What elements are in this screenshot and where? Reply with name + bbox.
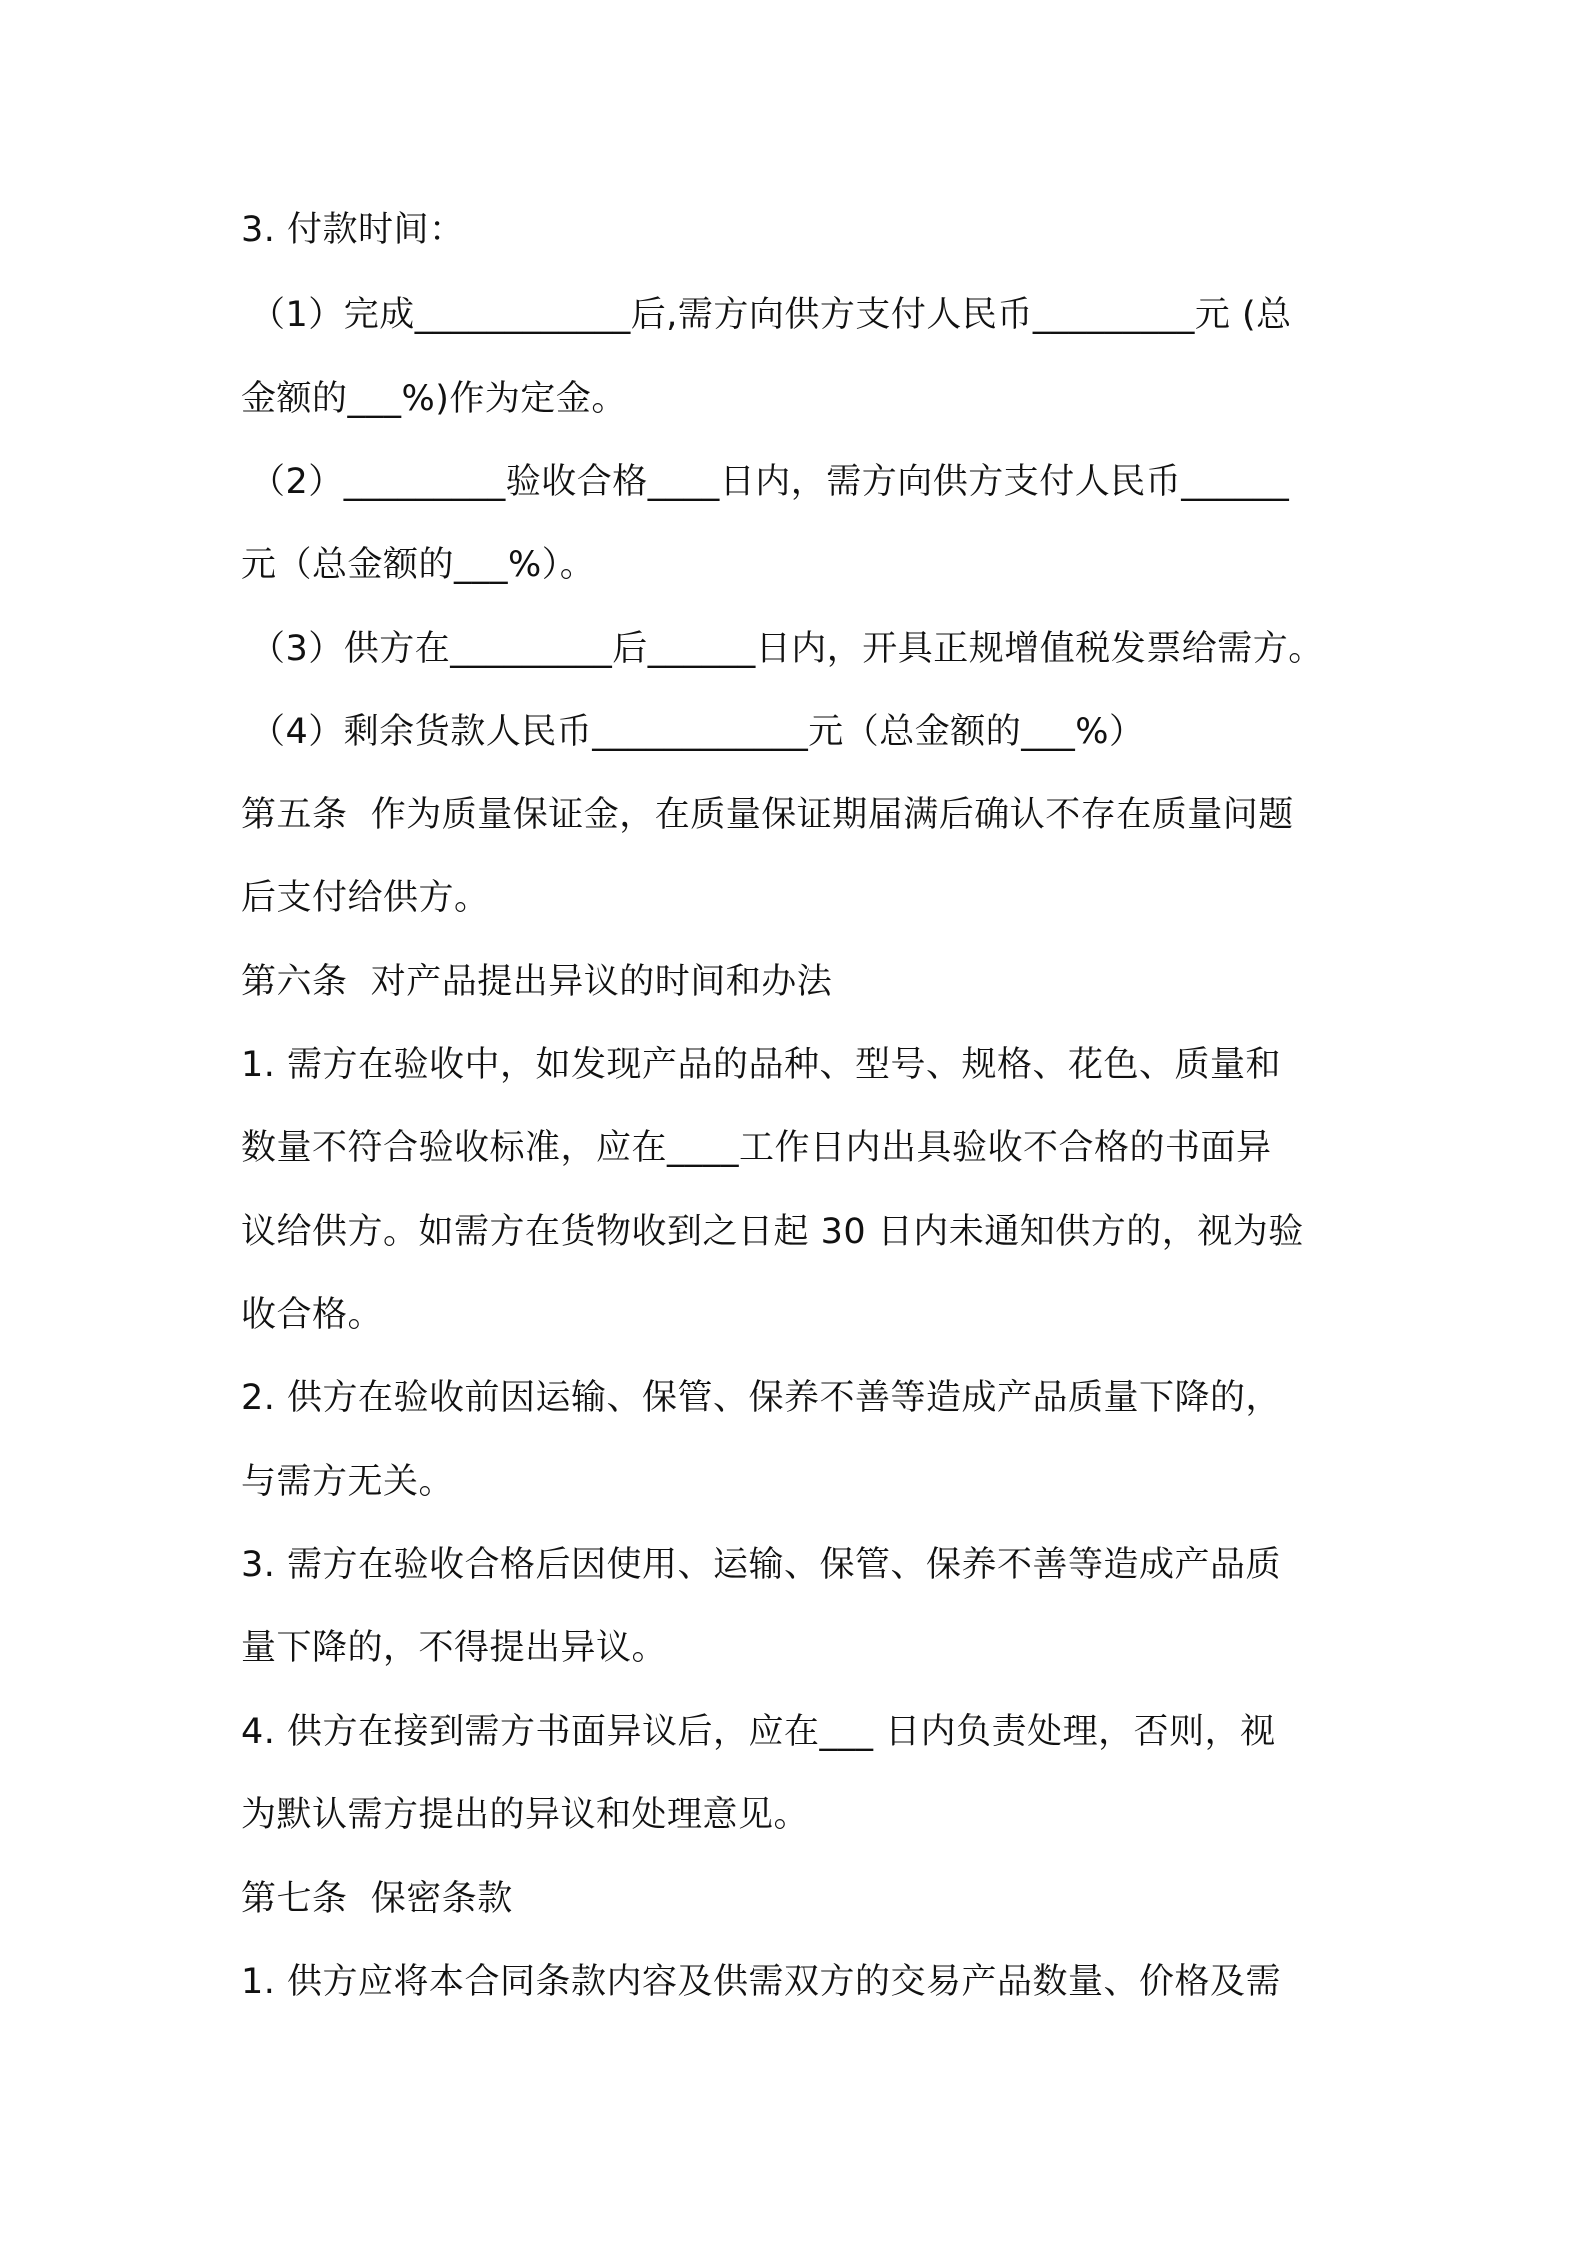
- article-6-item-1-line-3: 议给供方。如需方在货物收到之日起 30 日内未通知供方的，视为验: [241, 1212, 1304, 1252]
- article-6-item-1-line-4: 收合格。: [241, 1295, 384, 1335]
- article-6-item-3-line-2: 量下降的，不得提出异议。: [241, 1628, 668, 1668]
- article-6-heading: 第六条 对产品提出异议的时间和办法: [241, 962, 833, 1002]
- article-6-item-2-line-1: 2. 供方在验收前因运输、保管、保养不善等造成产品质量下降的，: [241, 1378, 1282, 1418]
- article-6-item-4-line-1: 4. 供方在接到需方书面异议后，应在___ 日内负责处理，否则，视: [241, 1712, 1276, 1752]
- payment-item-4: （4）剩余货款人民币____________元（总金额的___%）: [250, 712, 1145, 752]
- payment-item-1-line-2: 金额的___%)作为定金。: [241, 379, 627, 419]
- article-7-item-1-line-1: 1. 供方应将本合同条款内容及供需双方的交易产品数量、价格及需: [241, 1962, 1282, 2002]
- payment-item-1-line-1: （1）完成____________后,需方向供方支付人民币_________元 (总: [250, 295, 1292, 335]
- article-6-item-1-line-1: 1. 需方在验收中，如发现产品的品种、型号、规格、花色、质量和: [241, 1045, 1282, 1085]
- payment-item-3: （3）供方在_________后______日内，开具正规增值税发票给需方。: [250, 629, 1324, 669]
- article-6-item-1-line-2: 数量不符合验收标准，应在____工作日内出具验收不合格的书面异: [241, 1128, 1272, 1168]
- article-7-heading: 第七条 保密条款: [241, 1879, 513, 1919]
- payment-item-2-line-2: 元（总金额的___%）。: [241, 545, 596, 585]
- payment-time-heading: 3. 付款时间：: [241, 210, 465, 250]
- article-6-item-3-line-1: 3. 需方在验收合格后因使用、运输、保管、保养不善等造成产品质: [241, 1545, 1282, 1585]
- payment-item-2-line-1: （2）_________验收合格____日内，需方向供方支付人民币______: [250, 462, 1290, 502]
- article-6-item-2-line-2: 与需方无关。: [241, 1462, 455, 1502]
- article-5-line-1: 第五条 作为质量保证金，在质量保证期届满后确认不存在质量问题: [241, 795, 1294, 835]
- article-6-item-4-line-2: 为默认需方提出的异议和处理意见。: [241, 1795, 810, 1835]
- article-5-line-2: 后支付给供方。: [241, 878, 490, 918]
